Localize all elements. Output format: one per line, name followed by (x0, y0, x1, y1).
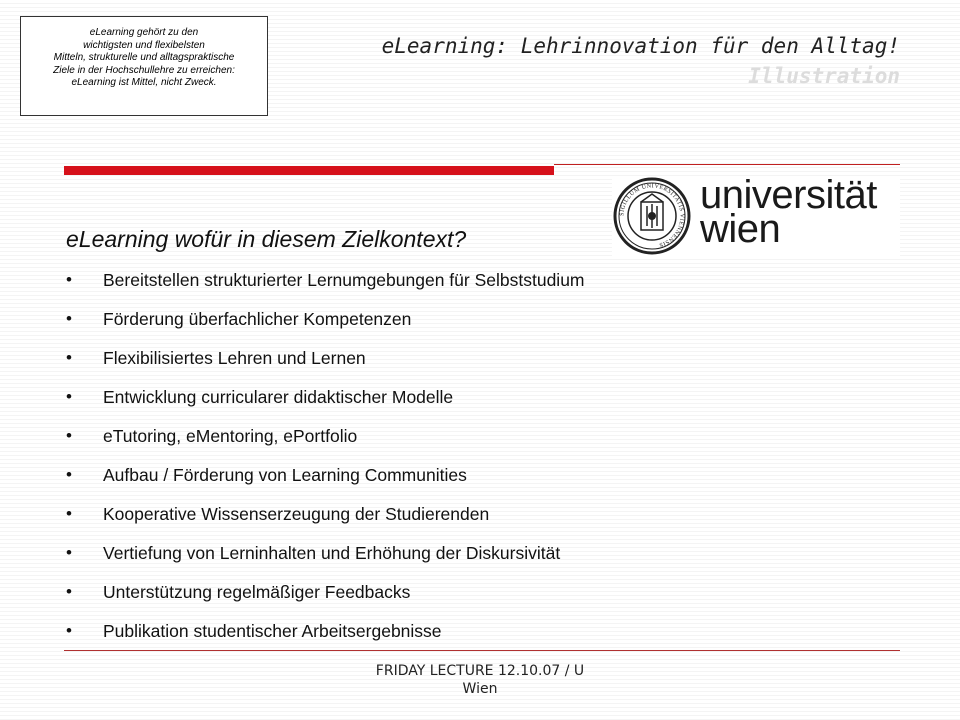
list-item (64, 268, 864, 307)
university-logo (612, 173, 900, 256)
footer (330, 662, 630, 698)
note-line: eLearning ist Mittel, nicht Zweck. (71, 77, 217, 88)
bullet-icon: • (66, 582, 72, 601)
accent-bar (64, 166, 554, 175)
bullet-icon: • (66, 621, 72, 640)
note-line: Mitteln, strukturelle und alltagspraktische (53, 52, 235, 63)
footer-line-2: Wien (462, 681, 498, 697)
list-item-text: Aufbau / Förderung von Learning Communities (103, 465, 467, 485)
bullet-icon: • (66, 426, 72, 445)
list-item-text: Vertiefung von Lerninhalten und Erhöhung der Diskursivität (103, 543, 561, 563)
slide-subtitle: Illustration (748, 64, 900, 88)
university-seal-icon (612, 176, 692, 256)
bullet-icon: • (66, 348, 72, 367)
bullet-icon: • (66, 387, 72, 406)
list-item (64, 619, 864, 658)
list-item (64, 502, 864, 541)
list-item-text: Förderung überfachlicher Kompetenzen (103, 309, 412, 329)
list-item (64, 541, 864, 580)
list-item-text: Entwicklung curricularer didaktischer Modelle (103, 387, 454, 407)
seal-text: SIGILLUM UNIVERSITATIS VIENNENSIS (619, 183, 685, 248)
list-item (64, 346, 864, 385)
logo-line-1: universität (700, 173, 877, 217)
list-item (64, 463, 864, 502)
slide-title: eLearning: Lehrinnovation für den Alltag! (381, 34, 900, 58)
list-item (64, 307, 864, 346)
note-line: Ziele in der Hochschullehre zu erreichen: (53, 64, 235, 76)
bullet-icon: • (66, 270, 72, 289)
accent-line (554, 164, 900, 165)
bullet-icon: • (66, 465, 72, 484)
list-item-text: Kooperative Wissenserzeugung der Studierenden (103, 504, 490, 524)
list-item-text: eTutoring, eMentoring, ePortfolio (103, 426, 358, 446)
bullet-list (64, 268, 864, 658)
bullet-icon: • (66, 309, 72, 328)
footer-divider (64, 650, 900, 651)
list-item-text: Flexibilisiertes Lehren und Lernen (103, 348, 366, 368)
list-item-text: Bereitstellen strukturierter Lernumgebungen für Selbststudium (103, 270, 585, 290)
list-item (64, 385, 864, 424)
list-item (64, 424, 864, 463)
list-item (64, 580, 864, 619)
content-heading: eLearning wofür in diesem Zielkontext? (66, 226, 467, 252)
list-item-text: Unterstützung regelmäßiger Feedbacks (103, 582, 411, 602)
note-line: eLearning gehört zu den (89, 27, 199, 38)
note-box (20, 16, 268, 116)
bullet-icon: • (66, 543, 72, 562)
list-item-text: Publikation studentischer Arbeitsergebnisse (103, 621, 442, 641)
bullet-icon: • (66, 504, 72, 523)
note-line: wichtigsten und flexibelsten (83, 39, 205, 51)
footer-line-1: FRIDAY LECTURE 12.10.07 / U (375, 663, 585, 679)
logo-line-2: wien (700, 207, 781, 251)
